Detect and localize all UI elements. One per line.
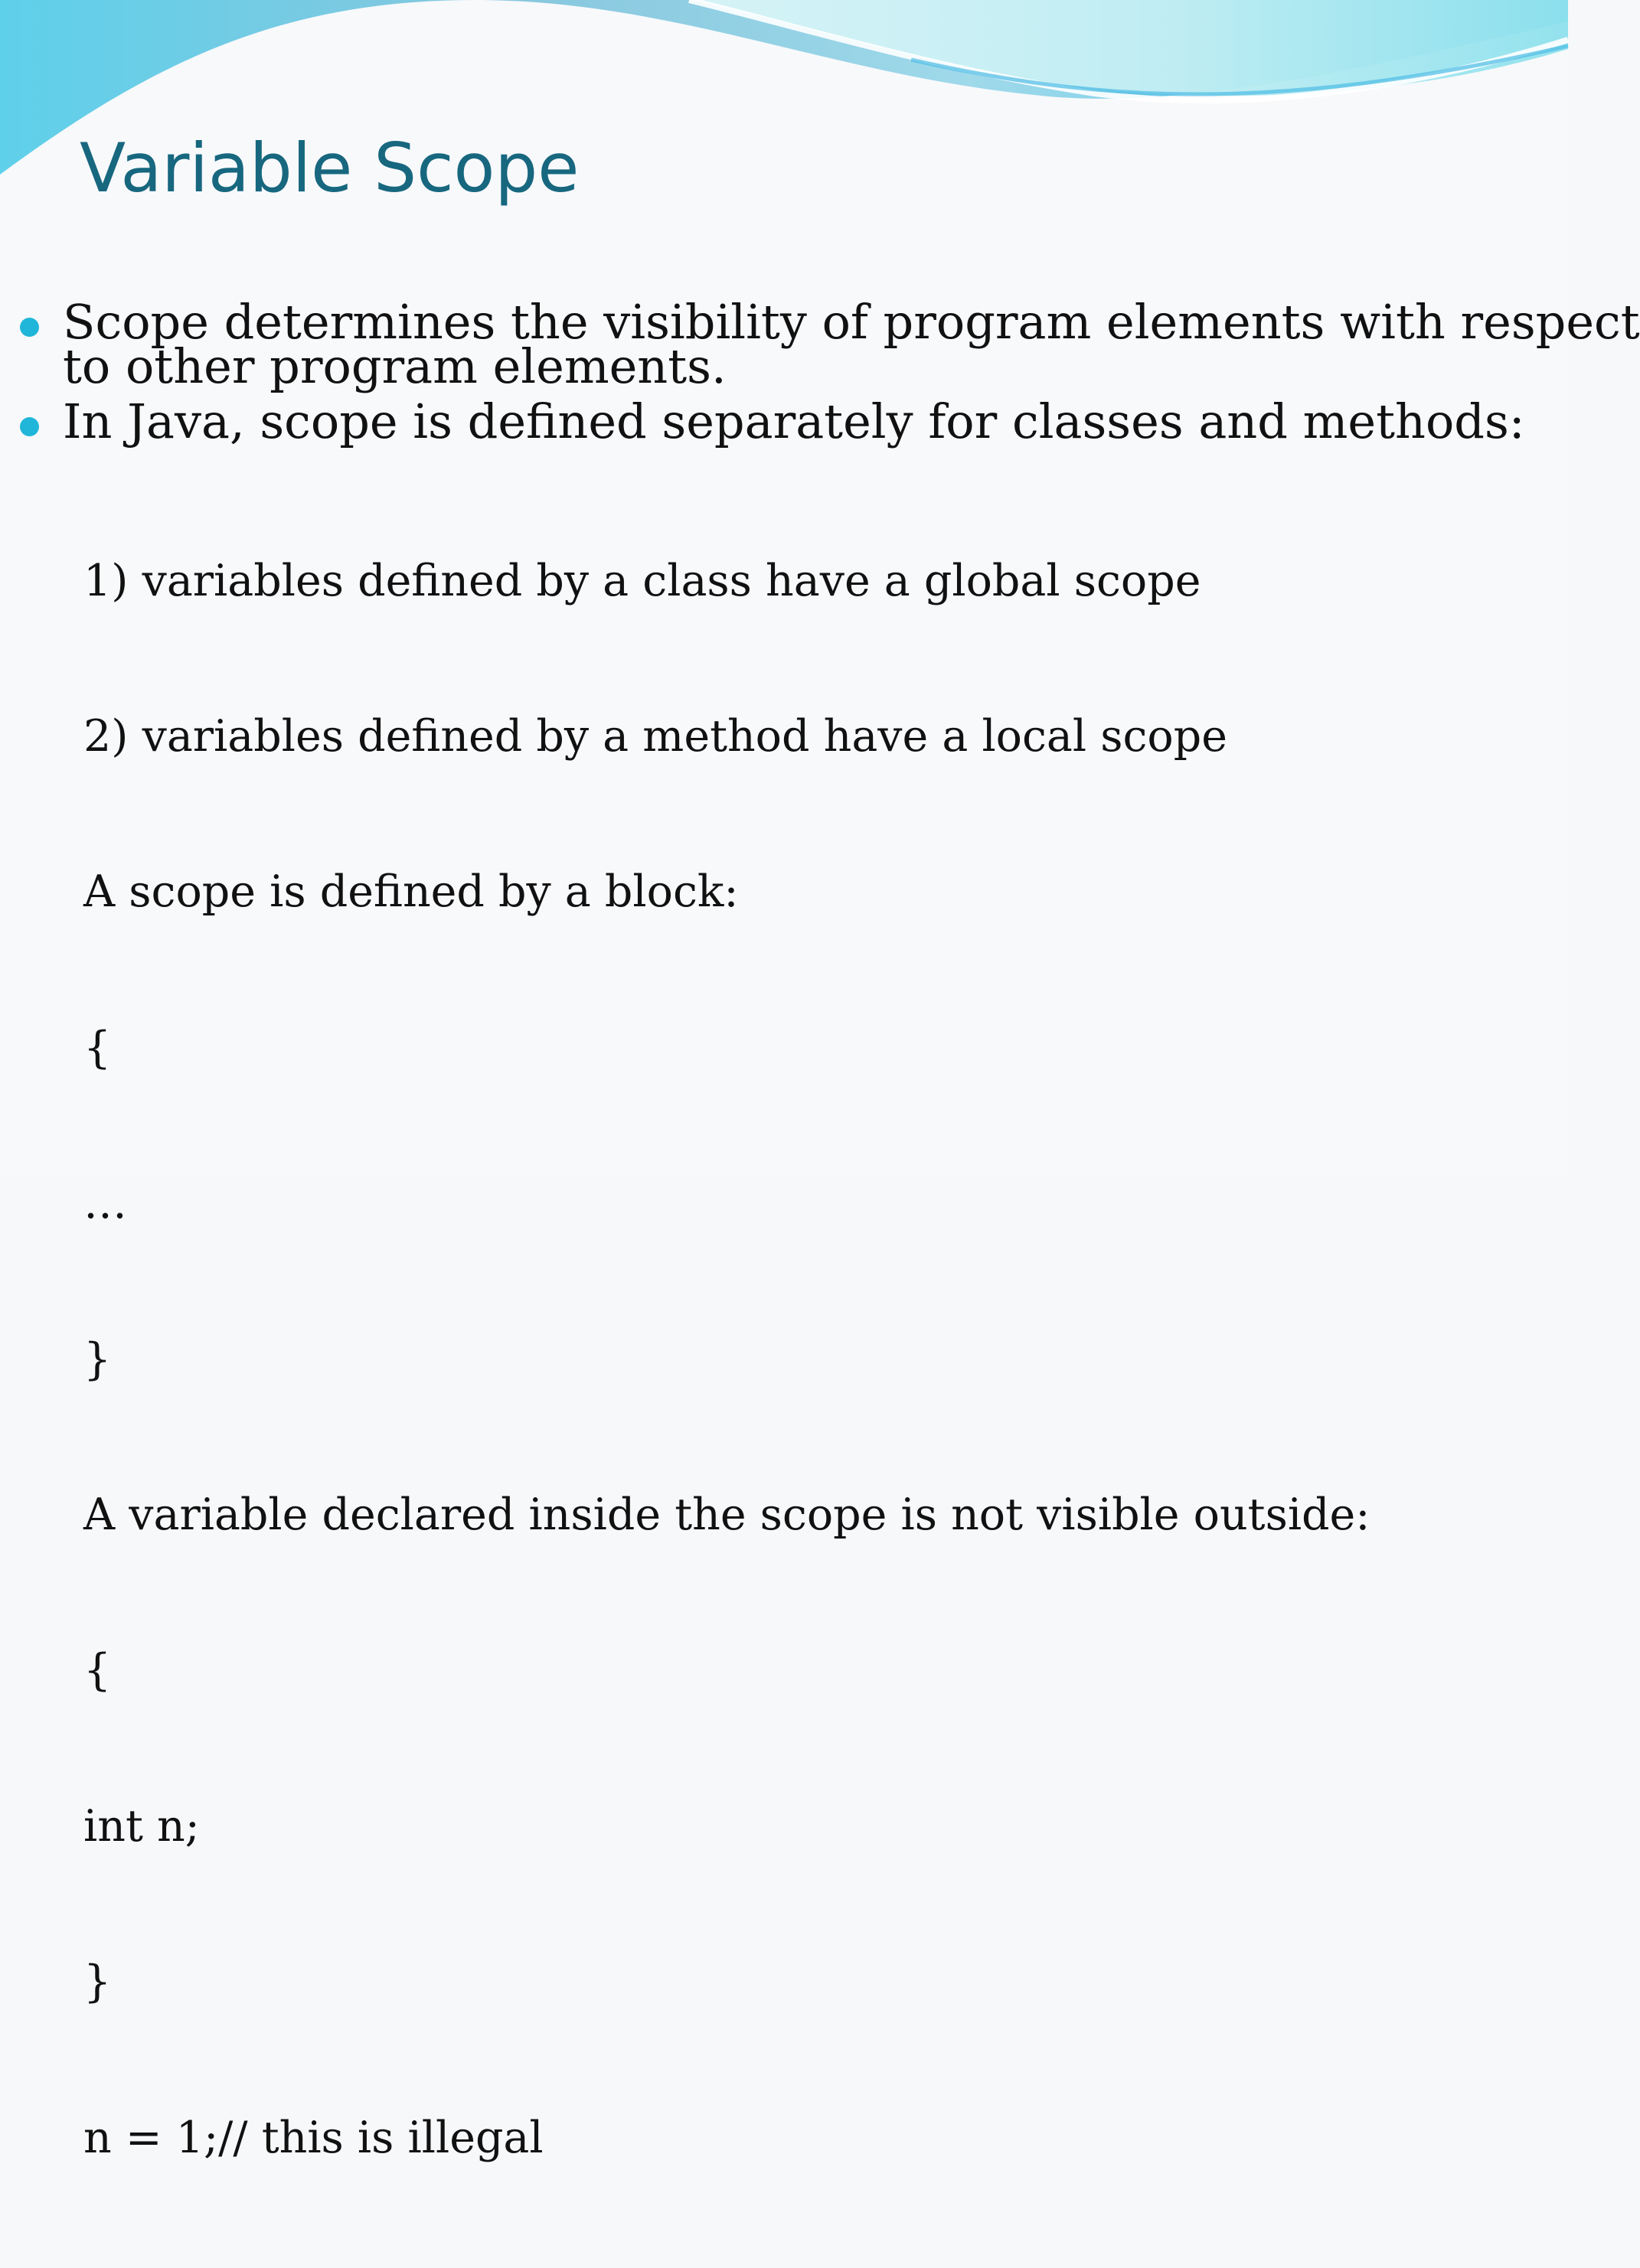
- bullet-scope-definition: [63, 294, 1640, 394]
- bullet-line: Scope determines the visibility of program elements with respect: [63, 294, 1640, 350]
- code-line: {: [83, 1645, 112, 1696]
- bullet-java-scope: [63, 393, 1533, 449]
- bullet-dot: [20, 318, 39, 337]
- code-line: n = 1;// this is illegal: [83, 2112, 544, 2163]
- code-line: }: [83, 1956, 112, 2008]
- bullet-dot: [20, 417, 39, 436]
- detail-line: 2) variables defined by a method have a local scope: [83, 710, 1227, 762]
- code-line: int n;: [83, 1800, 200, 1852]
- bullet-line: In Java, scope is defined separately for classes and methods:: [63, 393, 1525, 449]
- bullet-line: to other program elements.: [63, 338, 727, 394]
- detail-line: A scope is defined by a block:: [83, 866, 739, 918]
- slide-title: Variable Scope: [80, 129, 580, 207]
- code-line: {: [83, 1022, 112, 1073]
- detail-line: A variable declared inside the scope is not visible outside:: [83, 1489, 1370, 1540]
- scope-details: [83, 452, 1538, 2268]
- code-line: …: [83, 1178, 127, 1229]
- code-line: }: [83, 1333, 112, 1385]
- detail-line: 1) variables defined by a class have a global scope: [83, 555, 1201, 606]
